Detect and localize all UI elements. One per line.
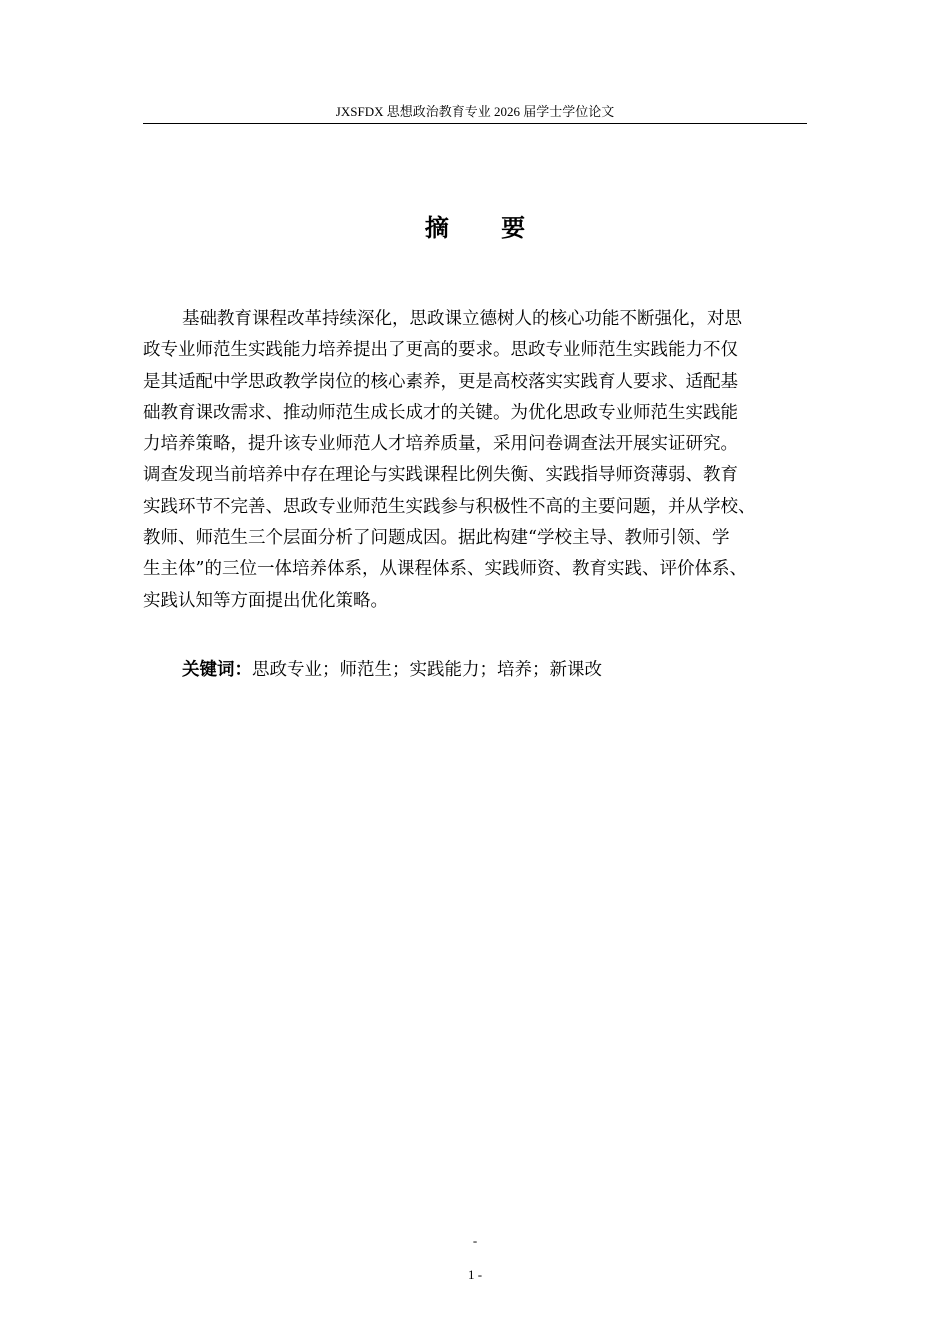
keywords [182, 656, 602, 684]
abstract-line: 调查发现当前培养中存在理论与实践课程比例失衡、实践指导师资薄弱、教育 [143, 465, 738, 486]
abstract-body [143, 304, 823, 617]
abstract-title: 摘 要 [424, 214, 548, 242]
keywords-label: 关键词： [182, 660, 252, 680]
footer-dash: - [472, 1233, 478, 1248]
abstract-line: 教师、师范生三个层面分析了问题成因。据此构建“学校主导、教师引领、学 [143, 528, 730, 549]
abstract-line: 生主体”的三位一体培养体系，从课程体系、实践师资、教育实践、评价体系、 [143, 559, 747, 580]
abstract-line: 是其适配中学思政教学岗位的核心素养，更是高校落实实践育人要求、适配基 [143, 371, 738, 392]
keywords-value: 思政专业；师范生；实践能力；培养；新课改 [252, 660, 602, 680]
running-header: JXSFDX 思想政治教育专业 2026 届学士学位论文 [335, 104, 615, 119]
abstract-line: 力培养策略，提升该专业师范人才培养质量，采用问卷调查法开展实证研究。 [143, 434, 738, 455]
abstract-line: 础教育课改需求、推动师范生成长成才的关键。为优化思政专业师范生实践能 [143, 402, 738, 423]
abstract-line: 实践认知等方面提出优化策略。 [143, 590, 388, 611]
abstract-line: 实践环节不完善、思政专业师范生实践参与积极性不高的主要问题，并从学校、 [143, 496, 756, 517]
abstract-line: 政专业师范生实践能力培养提出了更高的要求。思政专业师范生实践能力不仅 [143, 340, 738, 361]
page-number: 1 - [467, 1267, 483, 1282]
header-rule [143, 123, 807, 124]
abstract-line: 基础教育课程改革持续深化，思政课立德树人的核心功能不断强化，对思 [182, 309, 742, 329]
